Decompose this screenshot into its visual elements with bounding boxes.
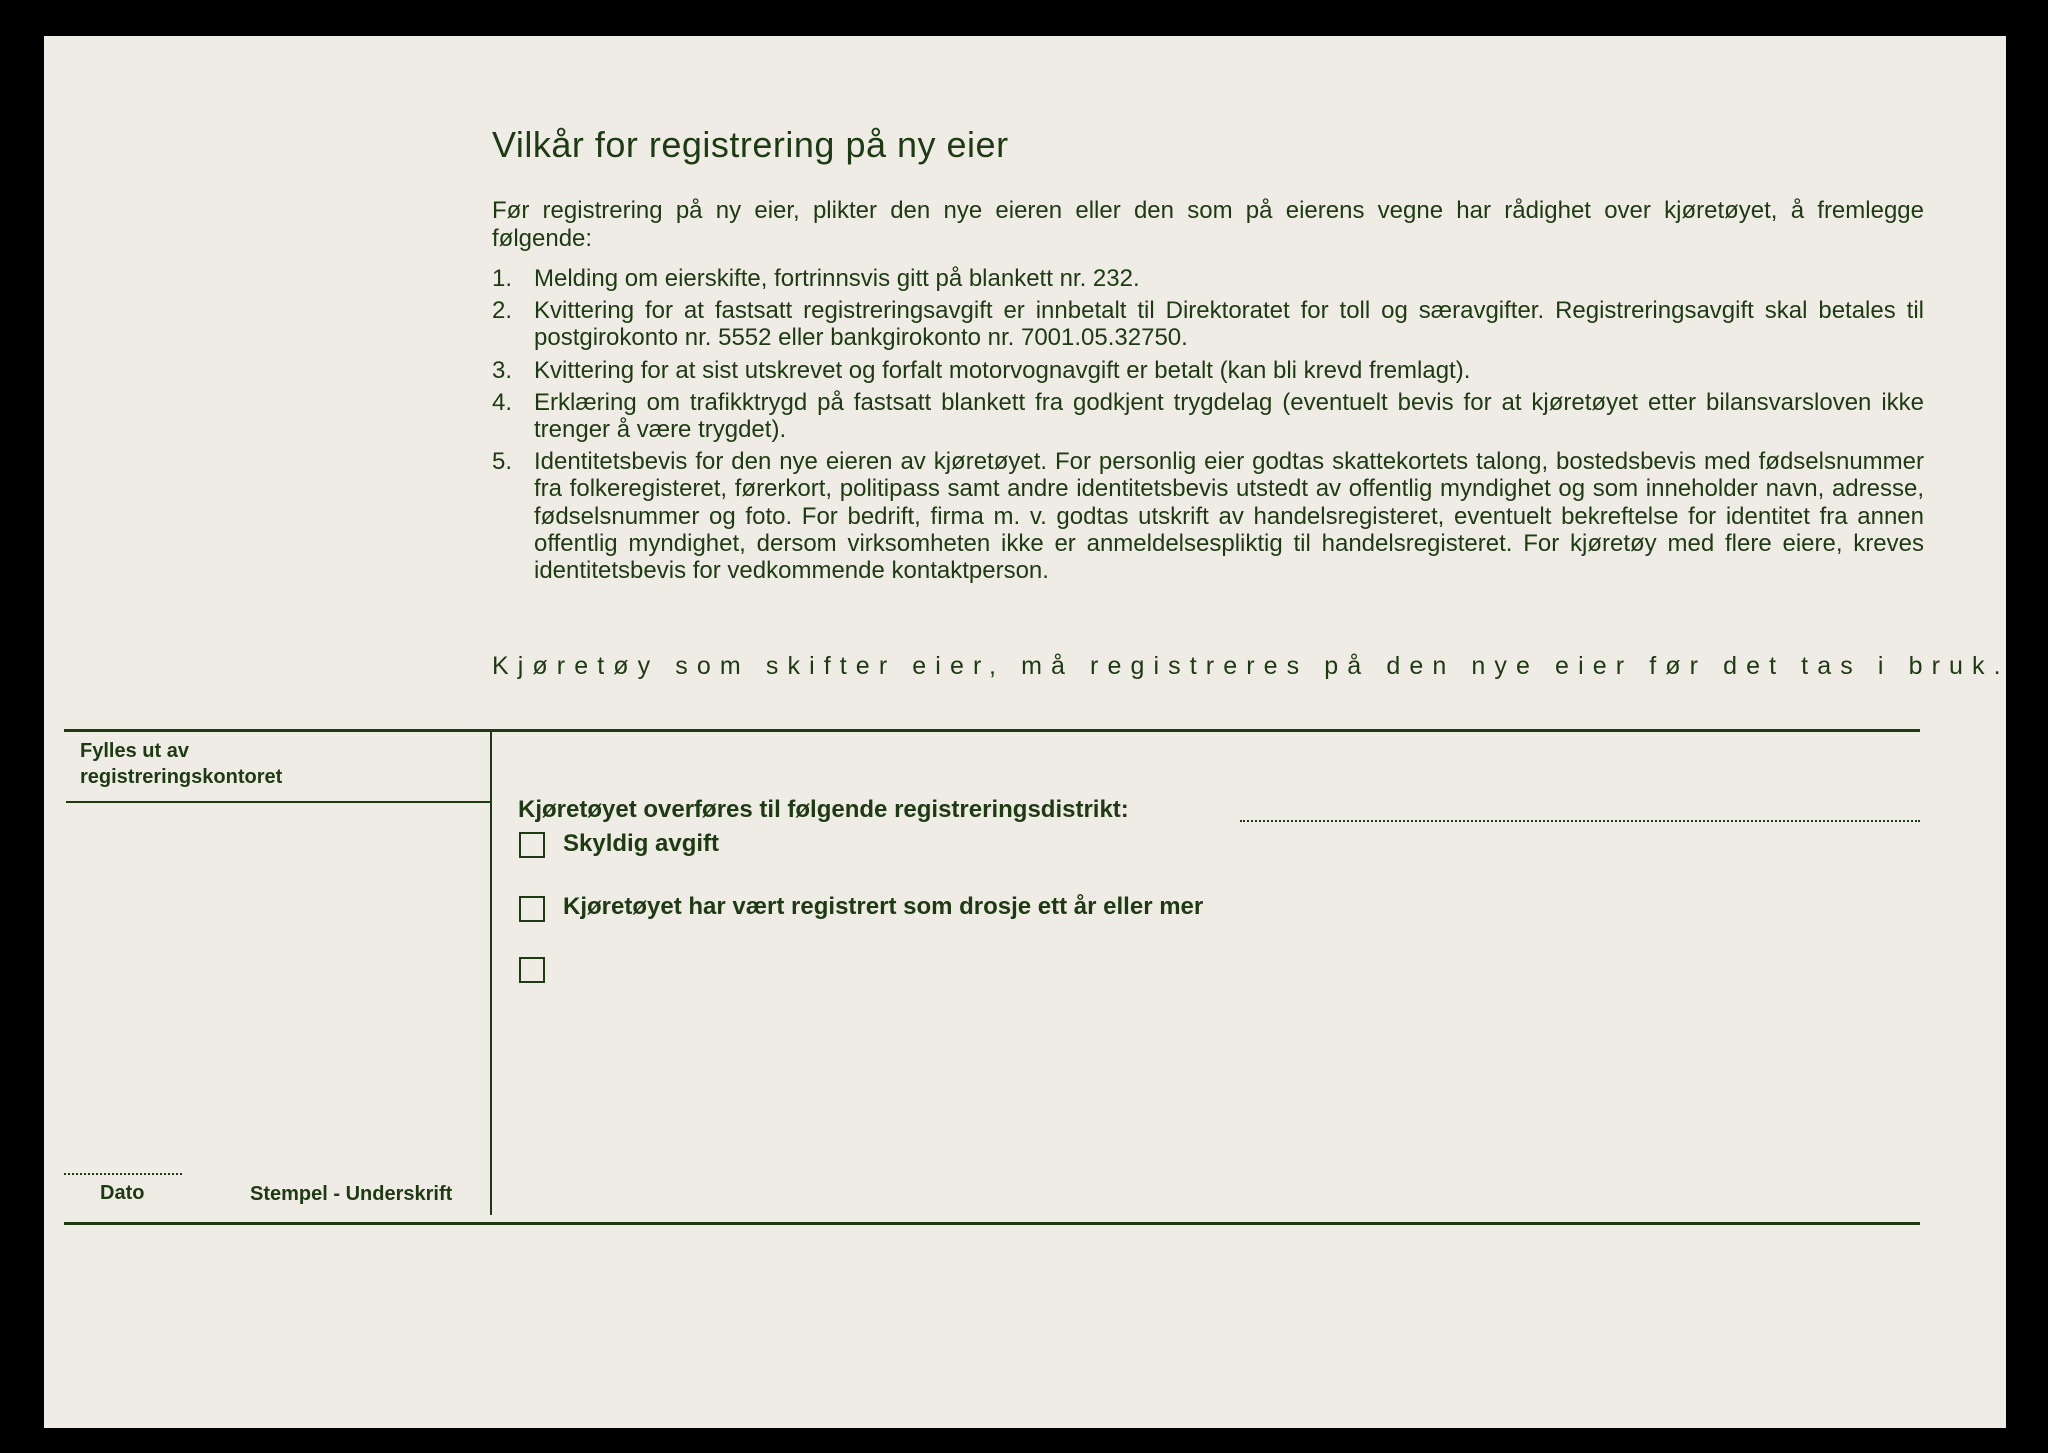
list-item-text: Kvittering for at sist utskrevet og forfalt motorvognavgift er betalt (kan bli krevd fremlagt). [534,356,1471,384]
list-item-text: Identitetsbevis for den nye eieren av kjøretøyet. For personlig eier godtas skattekortets talong, bostedsbevis med fødselsnummer fra folkeregisteret, førerkort, politipass samt andre identitetsbevis utstedt av offentlig myndighet og som inneholder navn, adresse, fødselsnummer og foto. For bedrift, firma m. v. godtas utskrift av handelsregisteret, eventuelt bekreftelse for identitet fra annen offentlig myndighet, dersom virksomheten ikke er anmeldelsespliktig til handelsregisteret. For kjøretøy med flere eiere, kreves identitetsbevis for vedkommende kontaktperson. [534,448,1924,585]
office-box-label [80,738,282,790]
form-top-rule [64,729,1920,732]
list-item-number: 5. [492,448,513,476]
page-title: Vilkår for registrering på ny eier [492,124,1009,165]
office-label-rule [66,801,490,803]
skyldig-avgift-checkbox[interactable] [519,832,545,858]
list-item [492,297,1924,351]
list-item-text: Melding om eierskifte, fortrinnsvis gitt på blankett nr. 232. [534,265,1140,292]
dato-line [64,1173,182,1175]
stamp-signature-label: Stempel - Underskrift [250,1183,453,1205]
intro-paragraph: Før registrering på ny eier, plikter den nye eieren eller den som på eierens vegne har rådighet over kjøretøyet, å fremlegge følgende: [492,197,1924,252]
dato-label: Dato [100,1182,145,1204]
requirements-list [492,265,1924,589]
transfer-district-field[interactable] [1240,820,1920,822]
list-item [492,448,1924,584]
office-box-label-line2: registreringskontoret [80,766,283,788]
list-item [492,265,1924,292]
list-item-number: 1. [492,265,513,292]
list-item-text: Kvittering for at fastsatt registreringsavgift er innbetalt til Direktoratet for toll og særavgifter. Registreringsavgift skal betales til postgirokonto nr. 5552 eller bankgirokonto nr. 7001.05.32750. [534,297,1924,352]
list-item-number: 3. [492,356,513,384]
show-through-text [1420,140,1431,185]
list-item [492,389,1924,443]
blank-checkbox[interactable] [519,957,545,983]
list-item-number: 2. [492,297,513,325]
list-item-text: Erklæring om trafikktrygd på fastsatt blankett fra godkjent trygdelag (eventuelt bevis for at kjøretøyet etter bilansvarsloven ikke trenger å være trygdet). [534,388,1924,444]
office-box-label-line1: Fylles ut av [80,740,189,762]
transfer-district-label: Kjøretøyet overføres til følgende registreringsdistrikt: [518,796,1129,823]
skyldig-avgift-label: Skyldig avgift [563,830,720,857]
drosje-checkbox[interactable] [519,896,545,922]
list-item-number: 4. [492,388,513,416]
footer-note: Kjøretøy som skifter eier, må registreres på den nye eier før det tas i bruk. [492,652,2010,680]
list-item [492,357,1924,384]
form-bottom-rule [64,1222,1920,1225]
drosje-label: Kjøretøyet har vært registrert som drosje ett år eller mer [563,893,1204,920]
office-box-divider [490,731,492,1215]
